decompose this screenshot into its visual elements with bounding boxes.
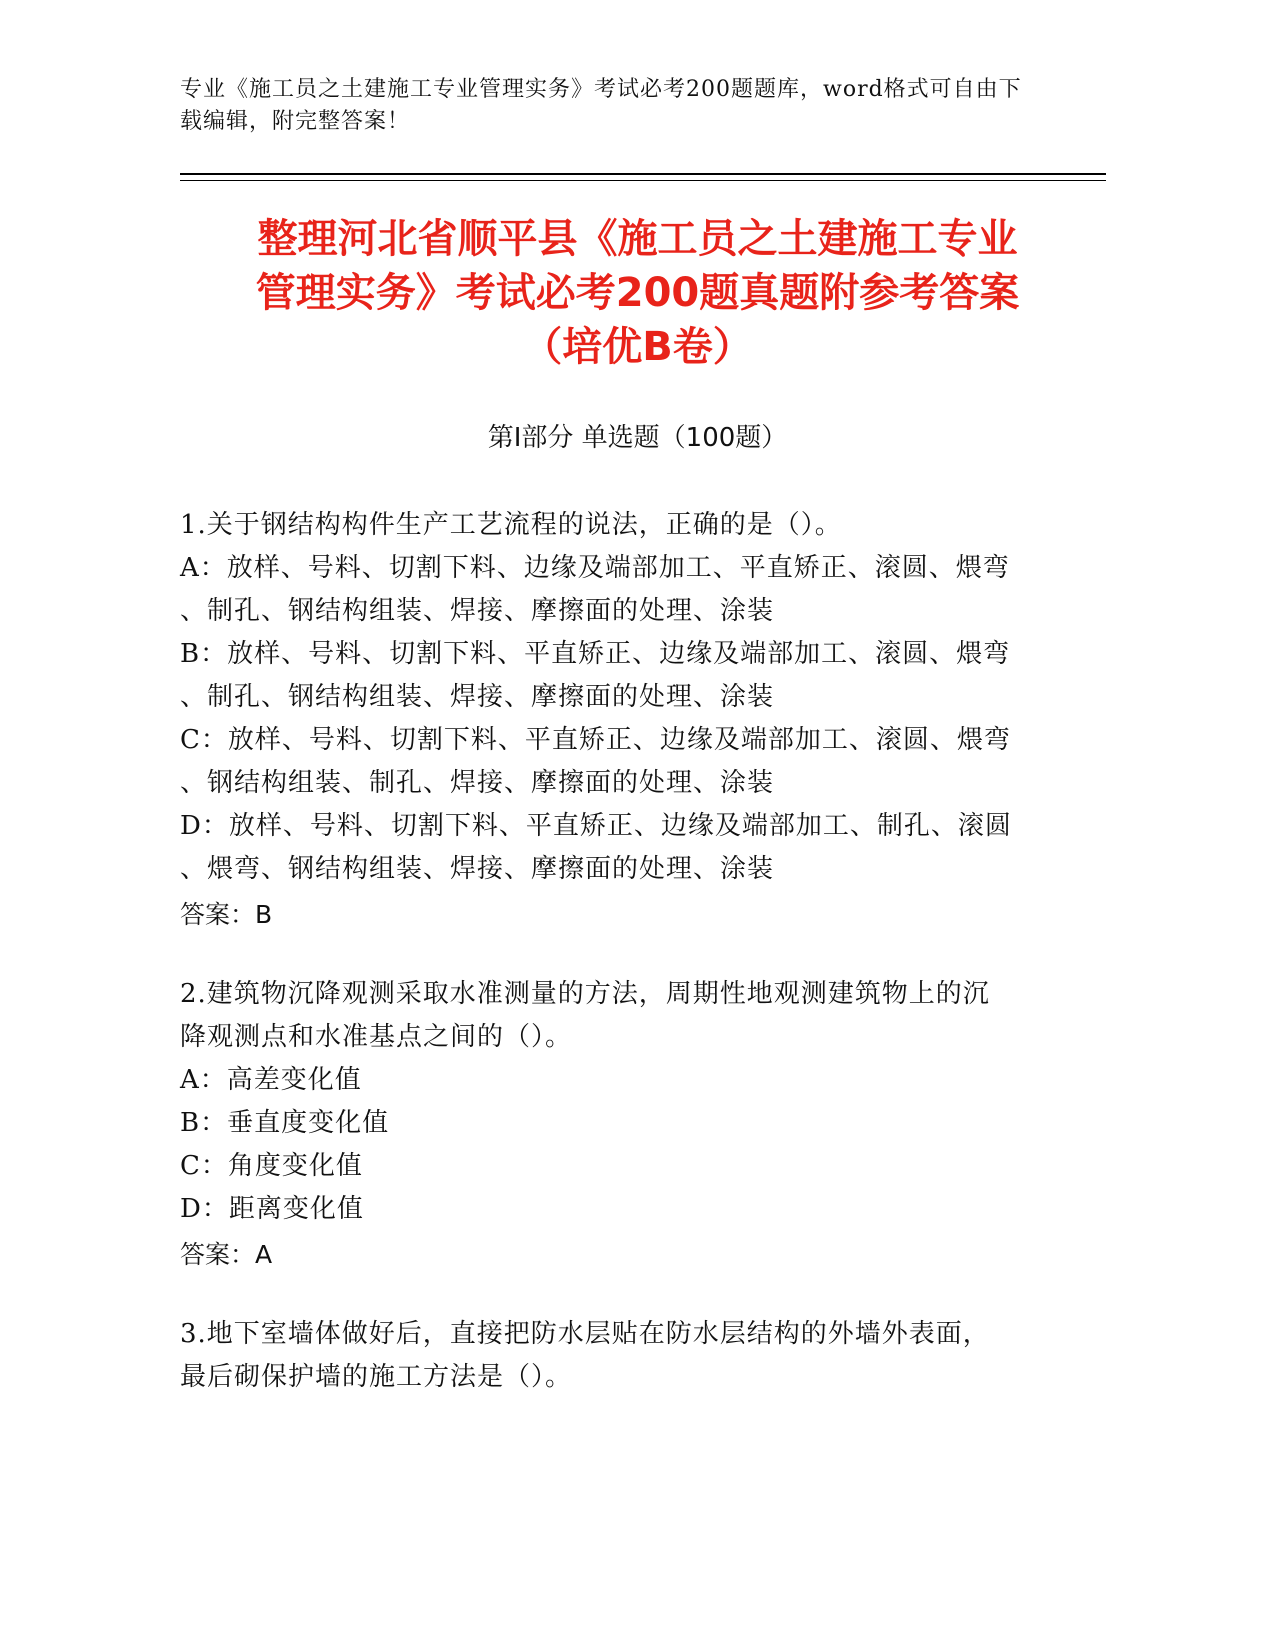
question-stem-continued: 降观测点和水准基点之间的（）。 <box>180 1022 573 1052</box>
option-a: A：高差变化值 <box>180 1065 362 1095</box>
title-line-2: 管理实务》考试必考200题真题附参考答案 <box>255 270 1020 316</box>
option-b: B：垂直度变化值 <box>180 1108 390 1138</box>
option-a-continued: 、制孔、钢结构组装、焊接、摩擦面的处理、涂装 <box>180 596 775 626</box>
option-d: D：距离变化值 <box>180 1194 364 1224</box>
answer-label: 答案：B <box>180 900 273 929</box>
option-b: B：放样、号料、切割下料、平直矫正、边缘及端部加工、滚圆、煨弯 <box>180 639 1011 669</box>
option-d-continued: 、煨弯、钢结构组装、焊接、摩擦面的处理、涂装 <box>180 854 775 884</box>
option-a: A：放样、号料、切割下料、边缘及端部加工、平直矫正、滚圆、煨弯 <box>180 553 1010 583</box>
title-line-1: 整理河北省顺平县《施工员之土建施工专业 <box>257 216 1018 262</box>
section-title: 第Ⅰ部分 单选题（100题） <box>487 423 788 453</box>
header-note: 专业《施工员之土建施工专业管理实务》考试必考200题题库，word格式可自由下载编辑，附完整答案！ <box>180 77 1022 134</box>
header-rule-thin <box>180 180 1106 181</box>
header-rule-thick <box>180 173 1106 175</box>
title-line-3: （培优B卷） <box>522 324 753 370</box>
question-2 <box>180 973 1035 1279</box>
answer-label: 答案：A <box>180 1240 273 1269</box>
option-c-continued: 、钢结构组装、制孔、焊接、摩擦面的处理、涂装 <box>180 768 775 798</box>
question-stem: 2.建筑物沉降观测采取水准测量的方法，周期性地观测建筑物上的沉 <box>180 979 990 1009</box>
question-3 <box>180 1313 1035 1399</box>
option-b-continued: 、制孔、钢结构组装、焊接、摩擦面的处理、涂装 <box>180 682 775 712</box>
question-1 <box>180 504 1035 939</box>
question-list <box>180 504 1035 1433</box>
question-stem: 1.关于钢结构构件生产工艺流程的说法，正确的是（）。 <box>180 510 842 540</box>
document-title <box>150 212 1125 374</box>
question-stem: 3.地下室墙体做好后，直接把防水层贴在防水层结构的外墙外表面， <box>180 1319 990 1349</box>
option-c: C：放样、号料、切割下料、平直矫正、边缘及端部加工、滚圆、煨弯 <box>180 725 1011 755</box>
question-stem-continued: 最后砌保护墙的施工方法是（）。 <box>180 1362 573 1392</box>
option-d: D：放样、号料、切割下料、平直矫正、边缘及端部加工、制孔、滚圆 <box>180 811 1012 841</box>
option-c: C：角度变化值 <box>180 1151 363 1181</box>
